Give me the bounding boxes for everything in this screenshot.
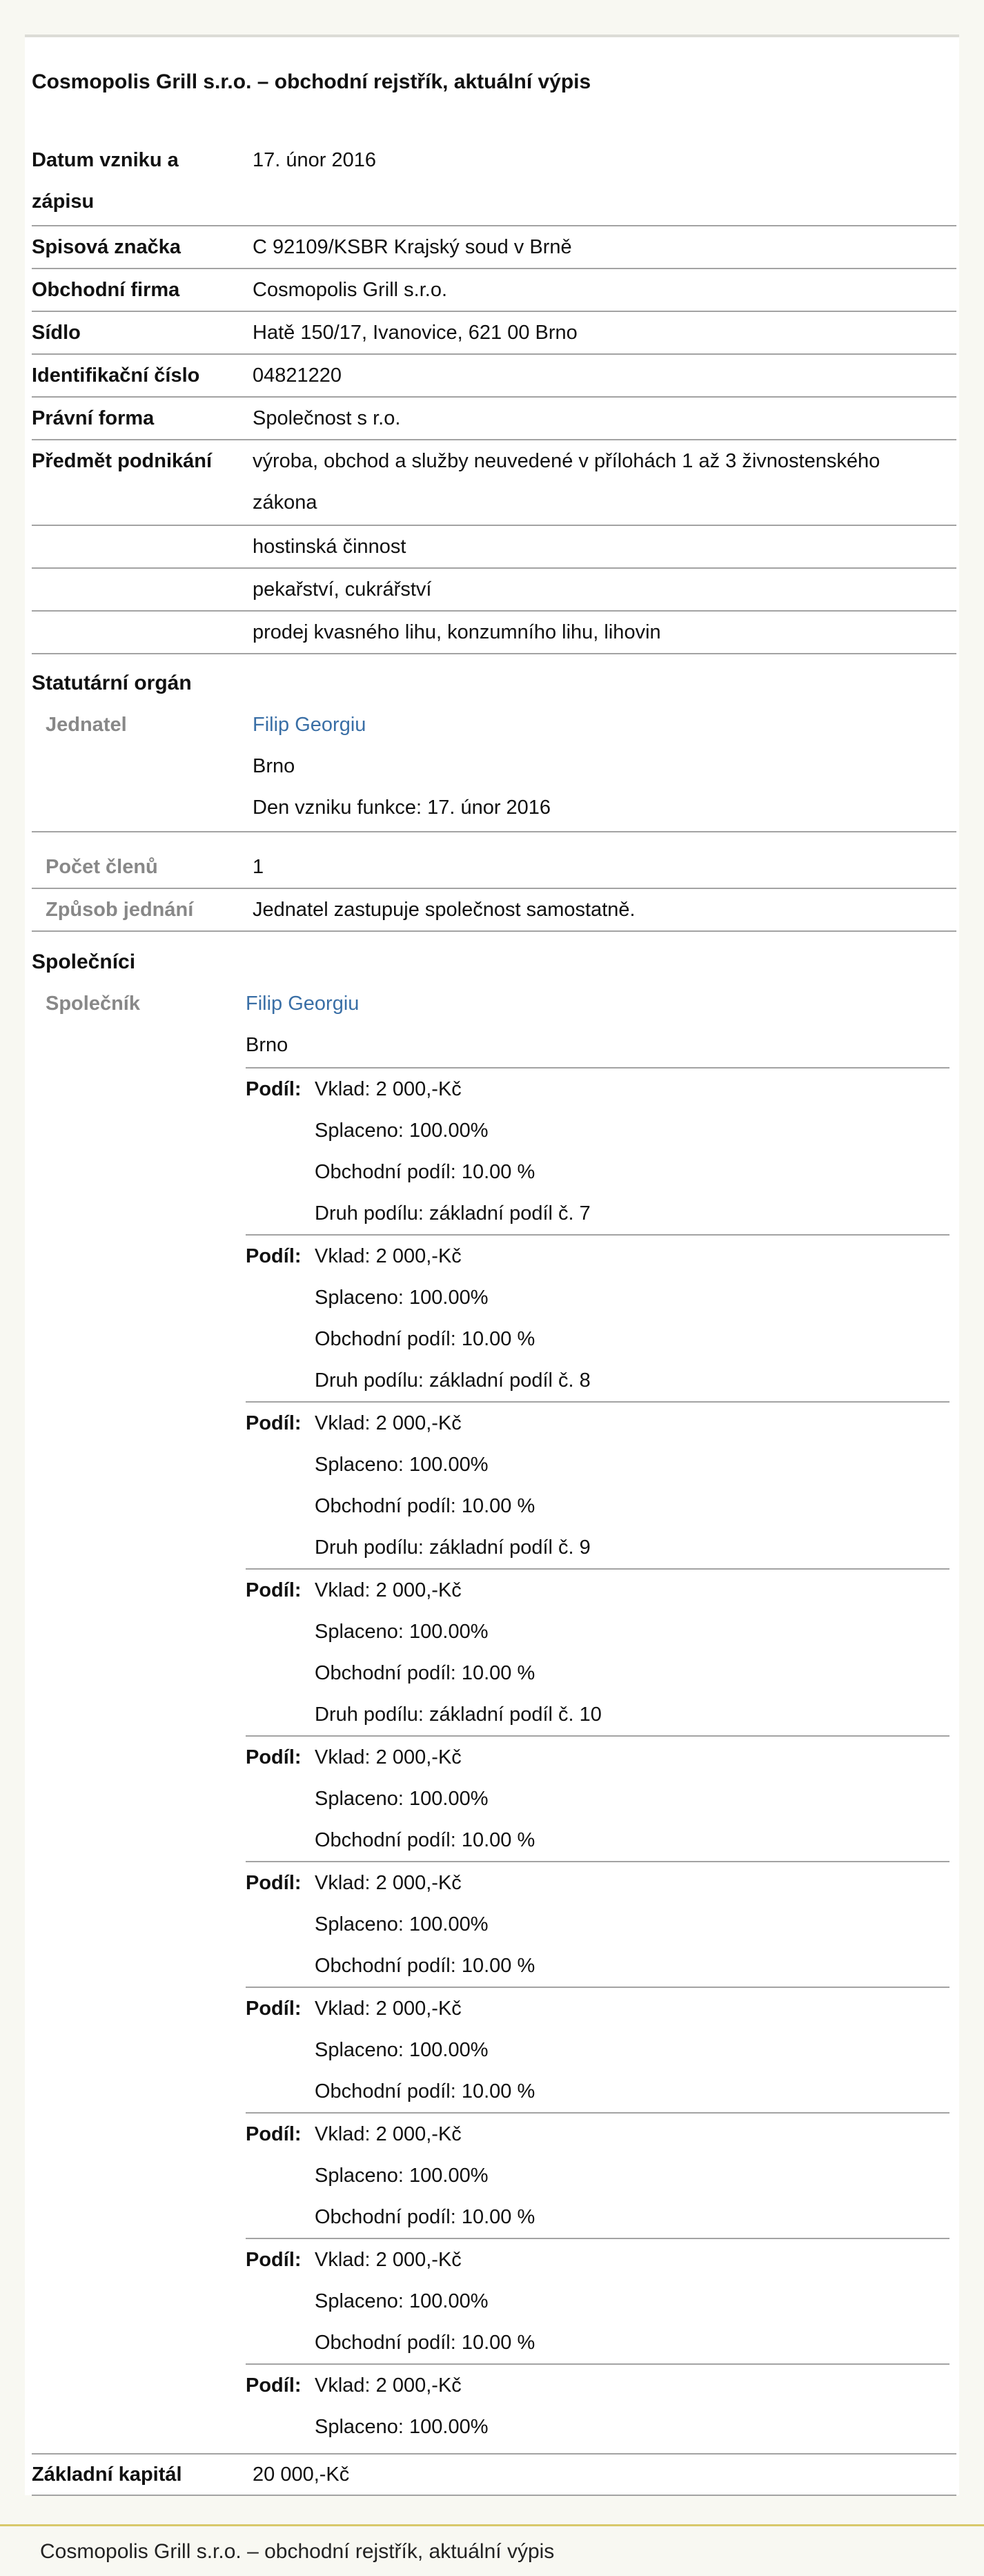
kapital-label: Základní kapitál (32, 2463, 182, 2486)
register-extract-card (25, 35, 959, 2495)
podil-value: Vklad: 2 000,-Kč Splaceno: 100.00% Obchodní podíl: 10.00 % Druh podílu: základní podíl č. 9 (315, 1412, 591, 1559)
row-predmet-podnikani (32, 440, 956, 526)
podil-label: Podíl: (246, 1245, 302, 1267)
spisova-value: C 92109/KSBR Krajský soud v Brně (253, 236, 572, 258)
row-jednatel (32, 704, 956, 832)
row-zpusob-jednani (32, 889, 956, 932)
row-spisova-znacka (32, 226, 956, 269)
spolecnik-value: Filip Georgiu Brno (246, 983, 943, 1066)
podil-label: Podíl: (246, 1078, 302, 1100)
podil-value: Vklad: 2 000,-Kč Splaceno: 100.00% Obchodní podíl: 10.00 % (315, 2123, 535, 2228)
podil-value: Vklad: 2 000,-Kč Splaceno: 100.00% (315, 2374, 489, 2438)
datum-value: 17. únor 2016 (253, 149, 376, 171)
sidlo-label: Sídlo (32, 322, 81, 344)
page-title: Cosmopolis Grill s.r.o. – obchodní rejstřík, aktuální výpis (32, 70, 591, 93)
podil-value: Vklad: 2 000,-Kč Splaceno: 100.00% Obchodní podíl: 10.00 % (315, 2249, 535, 2354)
row-pravni-forma (32, 398, 956, 440)
podil-label: Podíl: (246, 1746, 302, 1768)
podil-block (246, 2114, 949, 2239)
row-datum-vzniku (32, 139, 956, 226)
firma-label: Obchodní firma (32, 279, 180, 301)
spolecnik-header (246, 983, 949, 1069)
podil-value: Vklad: 2 000,-Kč Splaceno: 100.00% Obchodní podíl: 10.00 % Druh podílu: základní podíl č. 8 (315, 1245, 591, 1392)
spolecnik-name-link[interactable]: Filip Georgiu (246, 993, 360, 1015)
zpusob-value: Jednatel zastupuje společnost samostatně. (253, 899, 636, 921)
row-pocet-clenu (32, 846, 956, 889)
podil-label: Podíl: (246, 2123, 302, 2145)
jednatel-name-link[interactable]: Filip Georgiu (253, 714, 366, 736)
spisova-label: Spisová značka (32, 236, 181, 258)
predmet-value: hostinská činnost (253, 536, 406, 558)
podil-block (246, 1403, 949, 1570)
podil-value: Vklad: 2 000,-Kč Splaceno: 100.00% Obchodní podíl: 10.00 % (315, 1746, 535, 1851)
podil-value: Vklad: 2 000,-Kč Splaceno: 100.00% Obchodní podíl: 10.00 % Druh podílu: základní podíl č. 10 (315, 1579, 602, 1726)
podil-label: Podíl: (246, 1412, 302, 1434)
podil-label: Podíl: (246, 2374, 302, 2397)
podil-block (246, 1737, 949, 1862)
kapital-value: 20 000,-Kč (253, 2463, 350, 2486)
spolecnik-label: Společník (46, 993, 140, 1015)
firma-value: Cosmopolis Grill s.r.o. (253, 279, 448, 301)
predmet-label: Předmět podnikání (32, 450, 213, 472)
podil-block (246, 1988, 949, 2114)
row-predmet-2 (32, 526, 956, 569)
forma-label: Právní forma (32, 407, 155, 429)
podil-value: Vklad: 2 000,-Kč Splaceno: 100.00% Obchodní podíl: 10.00 % (315, 1872, 535, 1977)
row-sidlo (32, 312, 956, 355)
podil-block (246, 1570, 949, 1737)
podil-label: Podíl: (246, 1579, 302, 1601)
forma-value: Společnost s r.o. (253, 407, 401, 429)
row-predmet-3 (32, 569, 956, 612)
podil-block (246, 2239, 949, 2365)
podil-label: Podíl: (246, 2249, 302, 2271)
datum-label: Datum vzniku a zápisu (32, 149, 179, 213)
predmet-value: prodej kvasného lihu, konzumního lihu, lihovin (253, 621, 661, 643)
pocet-value: 1 (253, 856, 264, 878)
podil-block (246, 1069, 949, 1236)
sidlo-value: Hatě 150/17, Ivanovice, 621 00 Brno (253, 322, 578, 344)
footer (0, 2524, 984, 2576)
section-statutarni-organ: Statutární orgán (32, 672, 192, 694)
jednatel-label: Jednatel (46, 714, 127, 736)
row-obchodni-firma (32, 269, 956, 312)
jednatel-value: Filip Georgiu Brno Den vzniku funkce: 17. únor 2016 (253, 704, 949, 828)
pocet-label: Počet členů (46, 856, 158, 878)
row-zakladni-kapital (32, 2453, 956, 2496)
predmet-value: výroba, obchod a služby neuvedené v přílohách 1 až 3 živnostenského zákona (253, 450, 880, 514)
podil-label: Podíl: (246, 1872, 302, 1894)
footer-title: Cosmopolis Grill s.r.o. – obchodní rejstřík, aktuální výpis (40, 2540, 555, 2563)
podil-block (246, 1862, 949, 1988)
ico-label: Identifikační číslo (32, 364, 200, 387)
podil-value: Vklad: 2 000,-Kč Splaceno: 100.00% Obchodní podíl: 10.00 % Druh podílu: základní podíl č. 7 (315, 1078, 591, 1224)
zpusob-label: Způsob jednání (46, 899, 194, 921)
podil-label: Podíl: (246, 1998, 302, 2020)
podil-block (246, 1236, 949, 1403)
row-predmet-4 (32, 612, 956, 654)
podil-value: Vklad: 2 000,-Kč Splaceno: 100.00% Obchodní podíl: 10.00 % (315, 1998, 535, 2102)
predmet-value: pekařství, cukrářství (253, 578, 432, 601)
row-identifikacni-cislo (32, 355, 956, 398)
ico-value: 04821220 (253, 364, 342, 387)
section-spolecnici: Společníci (32, 950, 136, 973)
